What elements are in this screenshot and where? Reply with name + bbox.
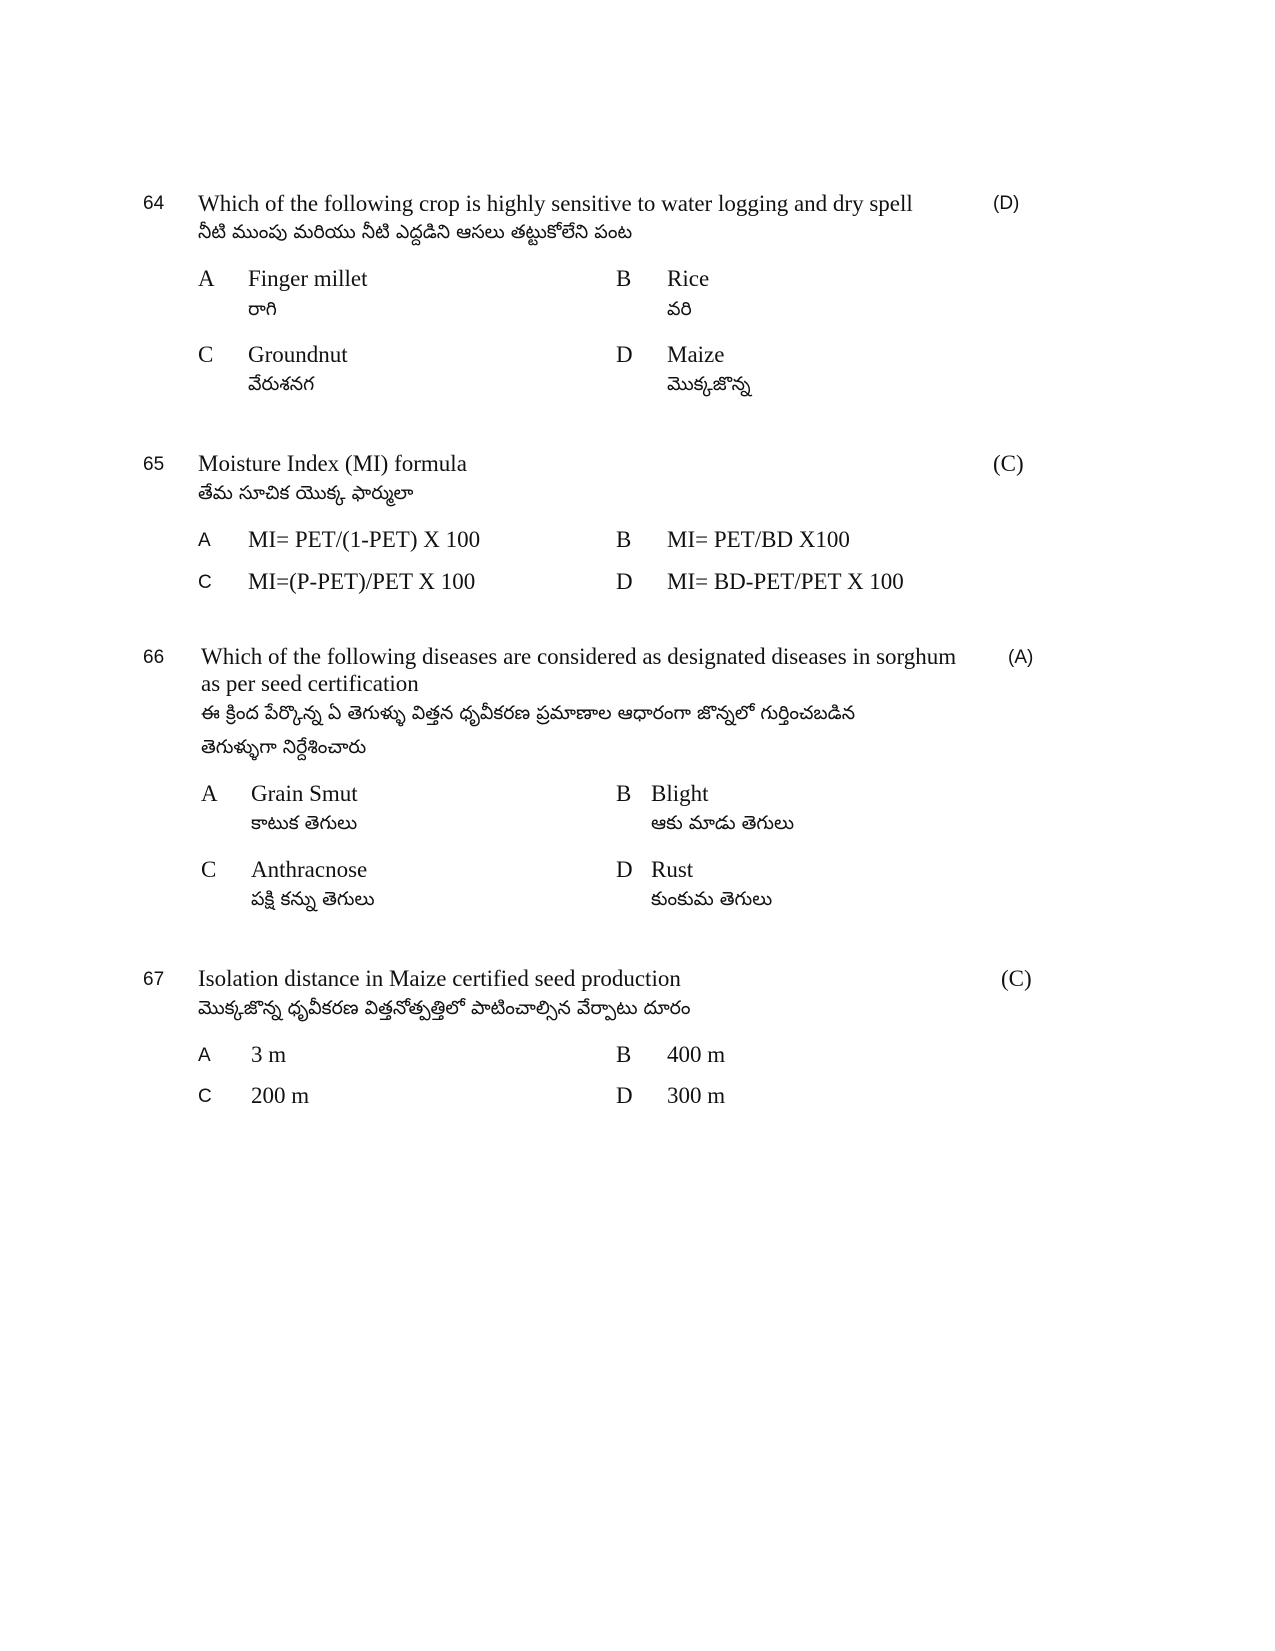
question-text-en: Moisture Index (MI) formula <box>198 451 467 476</box>
answer-key: (C) <box>993 451 1024 476</box>
answer-key: (A) <box>1008 647 1034 668</box>
option-letter: D <box>616 342 633 367</box>
option-c-text-te: వేరుశనగ <box>248 373 315 395</box>
question-text-te-line1: ఈ క్రింద పేర్కొన్న ఏ తెగుళ్ళు విత్తన ధృవీకరణ ప్రమాణాల ఆధారంగా జొన్నలో గుర్తించబడిన <box>201 702 856 724</box>
option-c-text-te: పక్షి కన్ను తెగులు <box>251 888 375 910</box>
answer-key: (C) <box>1001 966 1032 991</box>
question-text-en-line1: Which of the following diseases are considered as designated diseases in sorghum <box>201 644 957 669</box>
option-d-text-en: Maize <box>667 342 725 367</box>
question-text-te: తేమ సూచిక యొక్క ఫార్ములా <box>198 482 414 504</box>
question-text-en: Which of the following crop is highly sensitive to water logging and dry spell <box>198 191 913 216</box>
option-a-text-en: Finger millet <box>248 266 368 291</box>
option-letter: C <box>198 342 214 367</box>
option-d-text-en: MI= BD-PET/PET X 100 <box>667 569 904 594</box>
option-b-text-te: వరి <box>667 298 692 320</box>
option-b-text-en: MI= PET/BD X100 <box>667 527 850 552</box>
option-a-text-te: రాగి <box>248 298 277 320</box>
option-letter: A <box>198 266 215 291</box>
option-c-text-en: 200 m <box>251 1083 310 1108</box>
option-a-text-en: 3 m <box>251 1042 287 1067</box>
option-letter: A <box>198 1045 211 1066</box>
option-letter: D <box>616 1083 633 1108</box>
option-letter: B <box>616 527 632 552</box>
option-letter: C <box>198 572 212 593</box>
question-number: 66 <box>143 647 165 668</box>
option-c-text-en: MI=(P-PET)/PET X 100 <box>248 569 476 594</box>
option-letter: B <box>616 1042 632 1067</box>
option-b-text-en: Blight <box>651 781 709 806</box>
option-letter: D <box>616 857 633 882</box>
question-text-te-line2: తెగుళ్ళుగా నిర్దేశించారు <box>201 736 367 758</box>
question-number: 67 <box>143 969 165 990</box>
question-number: 64 <box>143 193 165 214</box>
question-text-te: నీటి ముంపు మరియు నీటి ఎద్దడిని ఆసలు తట్టుకోలేని పంట <box>198 221 633 243</box>
option-c-text-en: Anthracnose <box>251 857 368 882</box>
option-a-text-en: MI= PET/(1-PET) X 100 <box>248 527 481 552</box>
option-d-text-en: 300 m <box>667 1083 726 1108</box>
option-b-text-te: ఆకు మాడు తెగులు <box>651 812 795 834</box>
question-number: 65 <box>143 454 165 475</box>
option-b-text-en: Rice <box>667 266 710 291</box>
option-a-text-te: కాటుక తెగులు <box>251 812 358 834</box>
question-text-en-line2: as per seed certification <box>201 671 419 696</box>
option-d-text-en: Rust <box>651 857 694 882</box>
option-letter: C <box>201 857 217 882</box>
option-letter: A <box>198 530 211 551</box>
option-letter: D <box>616 569 633 594</box>
option-c-text-en: Groundnut <box>248 342 348 367</box>
option-letter: B <box>616 781 632 806</box>
option-a-text-en: Grain Smut <box>251 781 358 806</box>
question-text-te: మొక్కజొన్న ధృవీకరణ విత్తనోత్పత్తిలో పాటించాల్సిన వేర్పాటు దూరం <box>198 997 691 1019</box>
option-letter: C <box>198 1086 212 1107</box>
option-b-text-en: 400 m <box>667 1042 726 1067</box>
question-text-en: Isolation distance in Maize certified seed production <box>198 966 681 991</box>
option-letter: B <box>616 266 632 291</box>
option-d-text-te: కుంకుమ తెగులు <box>651 888 773 910</box>
option-d-text-te: మొక్కజొన్న <box>667 373 751 395</box>
answer-key: (D) <box>993 193 1020 214</box>
option-letter: A <box>201 781 218 806</box>
